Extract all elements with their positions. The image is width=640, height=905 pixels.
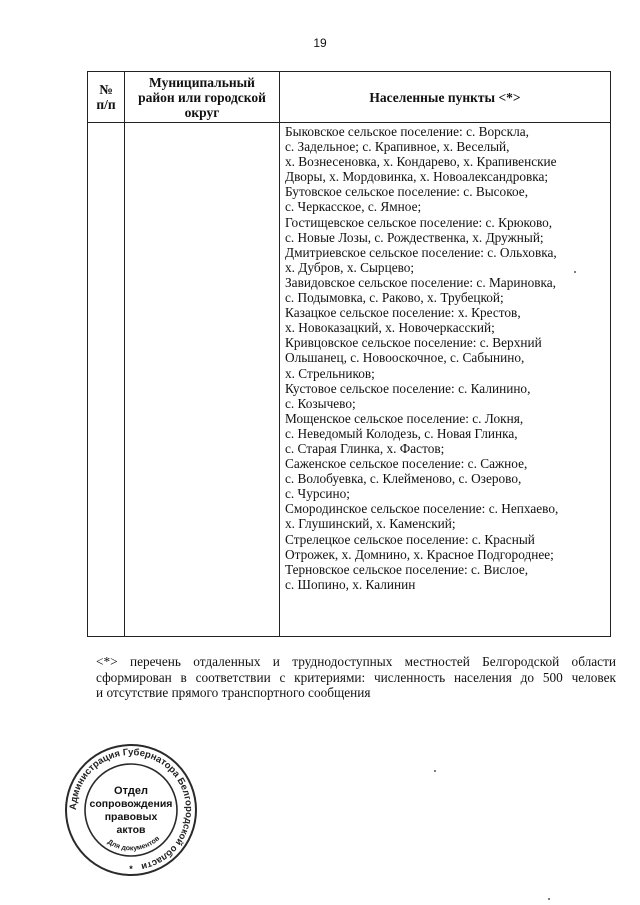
office-stamp [64,743,198,877]
header-district-line2: район или городской [138,89,266,105]
header-number [88,72,125,123]
settlement-line: Бутовское сельское поселение: с. Высокое, [285,184,529,200]
settlement-line: Отрожек, х. Домнино, х. Красное Подгороднее; [285,546,554,562]
stamp-center-line-1: Отдел [114,785,148,797]
stamp-bottom-text: Для документов [106,835,162,853]
settlement-line: Дворы, х. Мордовинка, х. Новоалександровка; [285,169,549,185]
settlement-line: Ольшанец, с. Новооскочное, с. Сабынино, [285,350,525,366]
header-settlements: Населенные пункты <*> [280,72,611,123]
footnote [96,654,616,701]
footnote-line-2: сформирован в соответствии с критериями: численность населения до 500 человек [96,669,616,685]
settlements-table [87,71,611,637]
settlement-line: Дмитриевское сельское поселение: с. Ольховка, [285,244,557,260]
settlement-line: с. Чурсино; [285,486,350,502]
scan-speck [574,271,576,273]
settlement-line: с. Новые Лозы, с. Рождественка, х. Дружный; [285,229,544,245]
scan-speck [548,898,550,900]
header-district-line1: Муниципальный [149,74,255,90]
settlement-line: с. Козычево; [285,395,356,411]
settlement-line: с. Неведомый Колодезь, с. Новая Глинка, [285,425,518,441]
settlement-line: Терновское сельское поселение: с. Вислое, [285,561,529,577]
number-cell [88,123,125,637]
settlement-line: Смородинское сельское поселение: с. Непхаево, [285,501,559,517]
settlement-line: Кривцовское сельское поселение: с. Верхний [285,335,542,351]
settlement-line: х. Глушинский, х. Каменский; [285,516,456,532]
scan-speck [434,770,436,772]
stamp-star: * [129,864,133,874]
settlements-cell [280,123,611,637]
header-number-line2: п/п [96,97,116,112]
settlement-line: с. Подымовка, с. Раково, х. Трубецкой; [285,290,504,306]
settlement-line: х. Дубров, х. Сырцево; [285,259,415,275]
settlement-line: с. Шопино, х. Калинин [285,576,416,592]
settlement-line: Мощенское сельское поселение: с. Локня, [285,410,524,426]
settlement-line: Саженское сельское поселение: с. Сажное, [285,456,528,472]
settlement-line: с. Черкасское, с. Ямное; [285,199,422,215]
header-number-line1: № [99,82,113,97]
header-district [125,72,280,123]
stamp-inner-ring [85,764,177,856]
settlement-line: с. Волобуевка, с. Клейменово, с. Озерово, [285,471,522,487]
page-number: 19 [313,36,327,50]
stamp-center-line-2: сопровождения [89,798,173,810]
table-header-row [88,72,611,123]
settlement-line: Гостищевское сельское поселение: с. Крюково, [285,214,553,230]
settlement-line: Казацкое сельское поселение: х. Крестов, [285,305,521,321]
settlement-line: Кустовое сельское поселение: с. Калинино, [285,380,531,396]
settlement-line: х. Новоказацкий, х. Новочеркасский; [285,320,495,336]
settlement-list [285,124,606,592]
settlement-line: с. Задельное; с. Крапивное, х. Веселый, [285,139,510,155]
stamp-center-line-4: актов [116,824,146,836]
stamp-center-line-3: правовых [104,811,158,823]
settlement-line: Быковское сельское поселение: с. Ворскла, [285,124,530,139]
header-district-line3: округ [184,104,220,120]
table-row [88,123,611,637]
settlement-line: Стрелецкое сельское поселение: с. Красный [285,531,535,547]
settlement-line: Завидовское сельское поселение: с. Мариновка, [285,274,557,290]
district-cell [125,123,280,637]
footnote-line-3: и отсутствие прямого транспортного сообщения [96,685,371,700]
stamp-ring-text: Администрация Губернатора Белгородской области [67,746,195,872]
settlement-line: х. Вознесеновка, х. Кондарево, х. Крапивенские [285,154,557,170]
settlement-line: с. Старая Глинка, х. Фастов; [285,440,445,456]
settlement-line: х. Стрельников; [285,365,375,381]
footnote-line-1: <*> перечень отдаленных и труднодоступных местностей Белгородской области [96,654,616,669]
